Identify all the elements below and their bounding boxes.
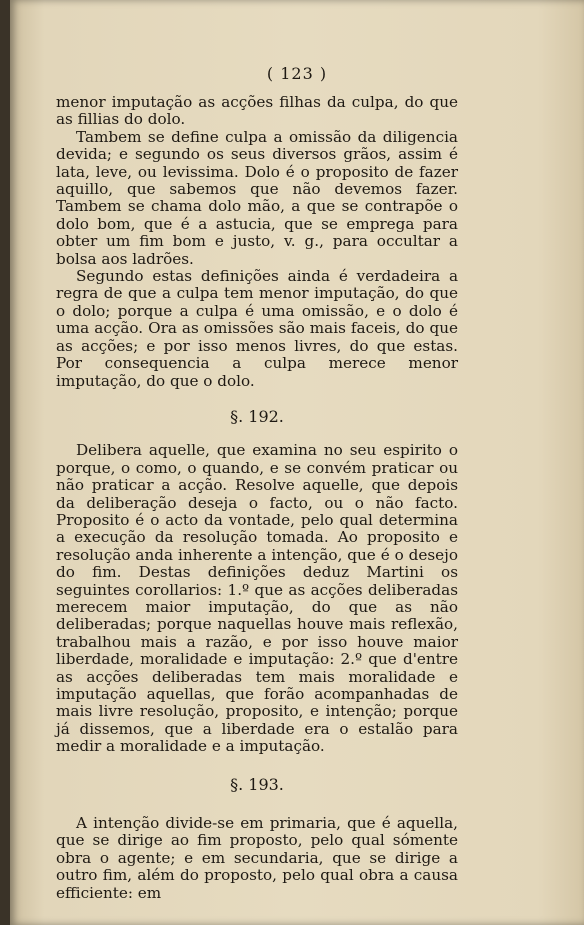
paragraph: A intenção divide-se em primaria, que é aquella, que se dirige ao fim proposto, pelo qual sómente obra o agente; e em secundaria, que se dirige a outro fim, além do proposto, pelo qual obra a causa efficiente: em [56,814,458,902]
section-heading-193: §. 193. [230,774,284,794]
paragraph: Delibera aquelle, que examina no seu espirito o porque, o como, o quando, e se convém praticar ou não praticar a acção. Resolve aquelle, que depois da deliberação deseja o facto, ou o não facto. Proposito é o acto da vontade, pelo qual determina a execução da resolução tomada. Ao proposito e resolução anda inherente a intenção, que é o desejo do fim. Destas definições deduz Martini os seguintes corollarios: 1.º que as acções deliberadas merecem maior imputação, do que as não deliberadas; porque naquellas houve mais reflexão, trabalhou mais a razão, e por isso houve maior liberdade, moralidade e imputação: 2.º que d'entre as acções deliberadas tem mais moralidade e imputação aquellas, que forão acompanhadas de mais livre resolução, proposito, e intenção; porque já dissemos, que a liberdade era o estalão para medir a moralidade e a imputação. [56,441,458,756]
section-heading-192: §. 192. [230,406,284,426]
page-body [56,94,458,902]
book-page [10,0,584,925]
page-number: ( 123 ) [266,64,328,83]
paragraph: Tambem se define culpa a omissão da diligencia devida; e segundo os seus diversos grãos, assim é lata, leve, ou levissima. Dolo é o proposito de fazer aquillo, que sabemos que não devemos fazer. Tambem se chama dolo mão, a que se contrapõe o dolo bom, que é a astucia, que se emprega para obter um fim bom e justo, v. g., para occultar a bolsa aos ladrões. [56,127,458,268]
paragraph: Segundo estas definições ainda é verdadeira a regra de que a culpa tem menor imputação, do que o dolo; porque a culpa é uma omissão, e o dolo é uma acção. Ora as omissões são mais faceis, do que as acções; e por isso menos livres, do que estas. Por consequencia a culpa merece menor imputação, do que o dolo. [56,267,458,390]
paragraph: menor imputação as acções filhas da culpa, do que as fillias do dolo. [56,93,458,129]
